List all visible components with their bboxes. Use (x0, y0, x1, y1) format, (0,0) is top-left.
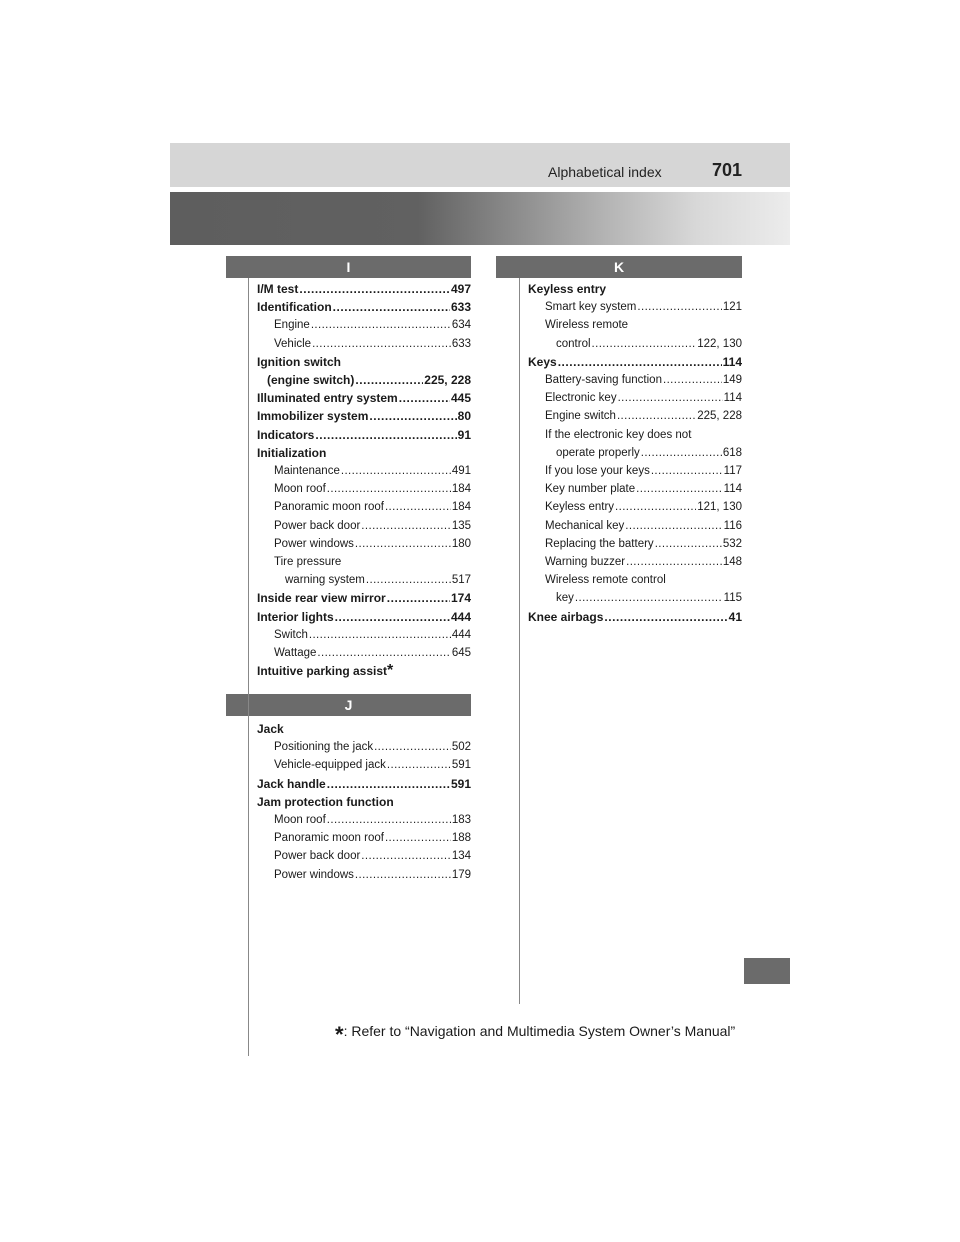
entry-term: control (556, 337, 591, 350)
leader-dots (637, 298, 721, 316)
entry-term: Indicators (257, 427, 315, 442)
entry-term: Jam protection function (257, 794, 394, 809)
section-header-k: K (496, 256, 742, 278)
leader-dots (625, 517, 722, 535)
entry-term: Wireless remote control (545, 574, 666, 587)
entry-term: Initialization (257, 445, 327, 460)
entry-page-ref[interactable]: 179 (451, 868, 471, 881)
leader-dots (387, 756, 451, 774)
index-entry (528, 571, 742, 589)
entry-page-ref[interactable]: 445 (450, 391, 471, 406)
section-header-j: J (226, 694, 471, 716)
middle-column-rule (519, 278, 520, 1004)
footnote-text: : Refer to “Navigation and Multimedia System Owner’s Manual” (343, 1023, 736, 1039)
index-entry (528, 389, 742, 407)
leader-dots (355, 535, 451, 553)
leader-dots (604, 608, 727, 626)
entry-page-ref[interactable]: 135 (451, 519, 471, 532)
entry-page-ref[interactable]: 634 (451, 319, 471, 332)
entry-term: Keyless entry (545, 501, 615, 514)
decorative-band (170, 192, 790, 245)
leader-dots (615, 498, 696, 516)
entry-page-ref[interactable]: 502 (451, 741, 471, 754)
entry-term: Power back door (274, 850, 361, 863)
entry-page-ref[interactable]: 121, 130 (697, 501, 742, 514)
entry-page-ref[interactable]: 149 (722, 374, 742, 387)
index-entry (257, 553, 471, 571)
entry-term: Interior lights (257, 609, 334, 624)
entry-term: Wireless remote (545, 319, 629, 332)
leader-dots (374, 738, 451, 756)
entry-term: warning system (285, 574, 365, 587)
index-entry (528, 462, 742, 480)
index-entry (257, 811, 471, 829)
leader-dots (333, 298, 450, 316)
entry-page-ref[interactable]: 80 (457, 409, 471, 424)
entry-page-ref[interactable]: 183 (451, 814, 471, 827)
index-entry (257, 498, 471, 516)
entry-term: Immobilizer system (257, 409, 369, 424)
index-entry (257, 535, 471, 553)
entry-term: Engine (274, 319, 310, 332)
index-entry (528, 280, 742, 298)
index-entry (257, 756, 471, 774)
entry-term: Wattage (274, 647, 317, 660)
entry-term: Illuminated entry system (257, 391, 398, 406)
entry-term: Panoramic moon roof (274, 501, 384, 514)
leader-dots (327, 811, 451, 829)
index-entry (528, 407, 742, 425)
index-entry (257, 298, 471, 316)
leader-dots (399, 389, 450, 407)
entry-page-ref[interactable]: 134 (451, 850, 471, 863)
page-title: Alphabetical index (548, 164, 662, 180)
entry-page-ref[interactable]: 184 (451, 501, 471, 514)
entry-term: Power back door (274, 519, 361, 532)
leader-dots (315, 426, 456, 444)
leader-dots (385, 498, 451, 516)
leader-dots (361, 847, 451, 865)
footnote-asterisk: * (335, 1022, 344, 1047)
leader-dots (385, 829, 451, 847)
index-list-i (257, 280, 471, 680)
entry-term: Inside rear view mirror (257, 591, 386, 606)
entry-page-ref[interactable]: 148 (722, 556, 742, 569)
entry-term: (engine switch) (267, 373, 355, 388)
index-entry (257, 353, 471, 371)
leader-dots (617, 407, 696, 425)
index-entry (257, 662, 471, 680)
entry-page-ref[interactable]: 591 (451, 759, 471, 772)
leader-dots (575, 589, 723, 607)
index-entry (257, 626, 471, 644)
leader-dots (299, 280, 450, 298)
entry-term: key (556, 592, 574, 605)
index-entry (257, 426, 471, 444)
index-entry (257, 371, 471, 389)
leader-dots (355, 371, 423, 389)
entry-term: If you lose your keys (545, 465, 650, 478)
leader-dots (651, 462, 723, 480)
entry-term: Vehicle (274, 337, 312, 350)
index-entry (257, 847, 471, 865)
leader-dots (366, 571, 451, 589)
entry-page-ref[interactable]: 121 (722, 301, 742, 314)
leader-dots (341, 462, 451, 480)
index-entry (257, 720, 471, 738)
entry-asterisk: * (387, 662, 394, 680)
entry-page-ref[interactable]: 491 (451, 465, 471, 478)
entry-term: Power windows (274, 868, 354, 881)
entry-page-ref[interactable]: 116 (723, 519, 742, 532)
index-entry (257, 316, 471, 334)
entry-page-ref[interactable]: 645 (451, 647, 471, 660)
index-entry (528, 371, 742, 389)
index-entry (257, 608, 471, 626)
entry-page-ref[interactable]: 517 (451, 574, 471, 587)
entry-term: Moon roof (274, 483, 326, 496)
entry-term: Jack handle (257, 776, 326, 791)
index-entry (257, 589, 471, 607)
leader-dots (361, 517, 451, 535)
index-entry (257, 571, 471, 589)
leader-dots (309, 626, 451, 644)
entry-term: I/M test (257, 282, 299, 296)
entry-term: Key number plate (545, 483, 636, 496)
index-entry (257, 280, 471, 298)
entry-page-ref[interactable]: 184 (451, 483, 471, 496)
leader-dots (387, 589, 450, 607)
index-entry (528, 535, 742, 553)
entry-page-ref[interactable]: 618 (722, 446, 742, 459)
entry-term: If the electronic key does not (545, 428, 692, 441)
leader-dots (317, 644, 450, 662)
index-entry (257, 829, 471, 847)
leader-dots (311, 316, 451, 334)
entry-term: operate properly (556, 446, 640, 459)
entry-term: Knee airbags (528, 609, 604, 624)
leader-dots (655, 535, 722, 553)
entry-page-ref[interactable]: 444 (451, 628, 471, 641)
index-entry (528, 426, 742, 444)
entry-page-ref[interactable]: 41 (728, 609, 742, 624)
entry-term: Vehicle-equipped jack (274, 759, 386, 772)
index-entry (528, 498, 742, 516)
section-header-i: I (226, 256, 471, 278)
footnote (335, 1022, 735, 1048)
entry-page-ref[interactable]: 114 (723, 392, 742, 405)
index-entry (528, 589, 742, 607)
index-entry (257, 738, 471, 756)
index-entry (257, 866, 471, 884)
entry-term: Intuitive parking assist (257, 664, 388, 679)
header-bar (170, 143, 790, 187)
entry-page-ref[interactable]: 225, 228 (424, 373, 471, 388)
leader-dots (641, 444, 722, 462)
entry-term: Power windows (274, 537, 354, 550)
entry-term: Switch (274, 628, 308, 641)
entry-page-ref[interactable]: 444 (450, 609, 471, 624)
left-column-rule (248, 278, 249, 1056)
entry-term: Keyless entry (528, 282, 607, 296)
index-entry (528, 608, 742, 626)
index-entry (257, 407, 471, 425)
entry-page-ref[interactable]: 180 (451, 537, 471, 550)
entry-page-ref[interactable]: 117 (723, 465, 742, 478)
leader-dots (558, 353, 722, 371)
entry-page-ref[interactable]: 591 (450, 776, 471, 791)
entry-page-ref[interactable]: 188 (451, 832, 471, 845)
index-entry (257, 389, 471, 407)
entry-page-ref[interactable]: 532 (722, 537, 742, 550)
leader-dots (626, 553, 722, 571)
leader-dots (335, 608, 450, 626)
chapter-tab (744, 958, 790, 984)
entry-term: Jack (257, 722, 284, 736)
leader-dots (618, 389, 723, 407)
index-entry (257, 444, 471, 462)
leader-dots (663, 371, 722, 389)
entry-page-ref[interactable]: 633 (450, 300, 471, 315)
index-entry (257, 793, 471, 811)
page-number: 701 (712, 160, 743, 180)
index-list-j (257, 720, 471, 884)
index-entry (528, 480, 742, 498)
index-entry (528, 444, 742, 462)
index-entry (257, 644, 471, 662)
entry-page-ref[interactable]: 122, 130 (697, 337, 742, 350)
entry-page-ref[interactable]: 497 (450, 282, 471, 296)
index-entry (257, 517, 471, 535)
index-entry (528, 353, 742, 371)
index-entry (257, 462, 471, 480)
index-list-k (528, 280, 742, 626)
leader-dots (312, 335, 451, 353)
index-entry (528, 316, 742, 334)
entry-term: Identification (257, 300, 332, 315)
leader-dots (592, 335, 697, 353)
entry-term: Moon roof (274, 814, 326, 827)
index-entry (528, 298, 742, 316)
entry-term: Engine switch (545, 410, 616, 423)
index-entry (528, 517, 742, 535)
entry-page-ref[interactable]: 114 (722, 354, 742, 369)
index-entry (257, 480, 471, 498)
entry-page-ref[interactable]: 91 (457, 427, 471, 442)
leader-dots (327, 775, 450, 793)
entry-term: Electronic key (545, 392, 617, 405)
index-entry (257, 775, 471, 793)
entry-page-ref[interactable]: 174 (450, 591, 471, 606)
leader-dots (327, 480, 451, 498)
entry-term: Smart key system (545, 301, 637, 314)
entry-term: Warning buzzer (545, 556, 626, 569)
entry-page-ref[interactable]: 225, 228 (697, 410, 742, 423)
index-entry (528, 335, 742, 353)
leader-dots (355, 866, 451, 884)
index-entry (257, 335, 471, 353)
entry-term: Maintenance (274, 465, 340, 478)
entry-page-ref[interactable]: 115 (723, 592, 742, 605)
index-entry (528, 553, 742, 571)
leader-dots (636, 480, 723, 498)
entry-term: Mechanical key (545, 519, 625, 532)
entry-term: Positioning the jack (274, 741, 374, 754)
entry-page-ref[interactable]: 633 (451, 337, 471, 350)
entry-term: Ignition switch (257, 354, 341, 369)
entry-term: Panoramic moon roof (274, 832, 384, 845)
leader-dots (369, 407, 456, 425)
entry-term: Keys (528, 354, 557, 369)
entry-term: Tire pressure (274, 556, 342, 569)
entry-term: Replacing the battery (545, 537, 654, 550)
entry-term: Battery-saving function (545, 374, 662, 387)
entry-page-ref[interactable]: 114 (723, 483, 742, 496)
